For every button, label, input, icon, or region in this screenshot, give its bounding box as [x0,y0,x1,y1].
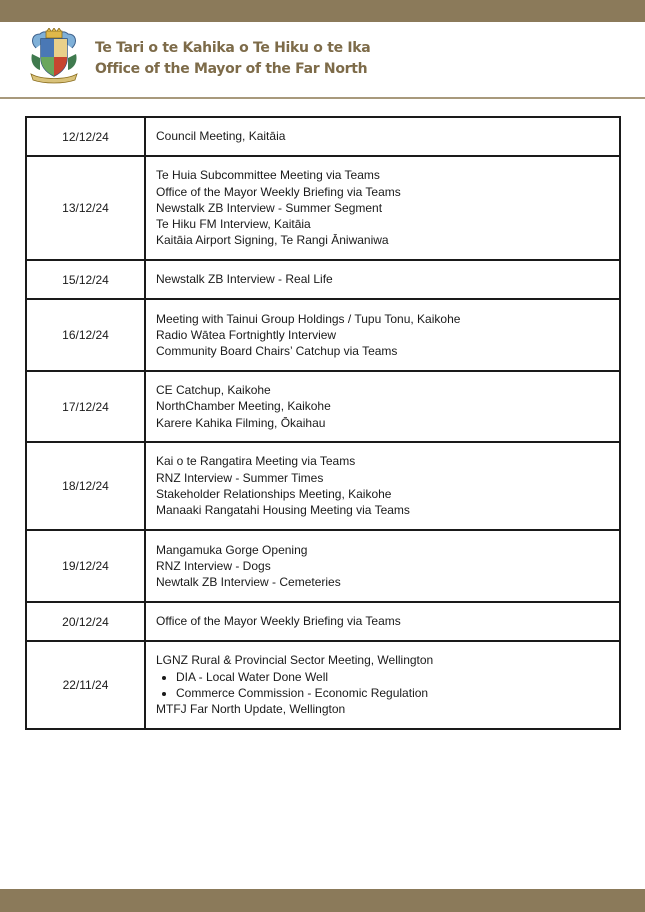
event-item: Radio Wātea Fortnightly Interview [156,327,337,342]
event-item: Office of the Mayor Weekly Briefing via Teams [156,184,401,199]
sub-event-list [156,669,609,702]
date-cell: 22/11/24 [26,641,145,729]
office-title-english: Office of the Mayor of the Far North [95,61,368,77]
table-row [26,260,620,299]
table-row [26,299,620,371]
event-item: Newstalk ZB Interview - Summer Segment [156,200,383,215]
table-row [26,641,620,729]
events-cell [145,442,620,530]
table-row [26,602,620,641]
bottom-color-band [0,889,645,912]
event-item: Newstalk ZB Interview - Real Life [156,272,333,287]
table-row [26,117,620,156]
table-row [26,156,620,260]
event-item: Meeting with Tainui Group Holdings / Tupu Tonu, Kaikohe [156,311,461,326]
date-cell: 20/12/24 [26,602,145,641]
event-item: Te Huia Subcommittee Meeting via Teams [156,168,380,183]
event-item: Council Meeting, Kaitāia [156,129,286,144]
event-item: Manaaki Rangatahi Housing Meeting via Teams [156,503,410,518]
events-cell [145,156,620,260]
event-item: Kai o te Rangatira Meeting via Teams [156,454,356,469]
events-cell [145,260,620,299]
events-cell [145,117,620,156]
event-item: Mangamuka Gorge Opening [156,542,308,557]
events-cell [145,641,620,729]
date-cell: 16/12/24 [26,299,145,371]
event-item: RNZ Interview - Summer Times [156,470,324,485]
events-cell [145,371,620,442]
mayor-schedule-table [25,116,621,730]
event-item: LGNZ Rural & Provincial Sector Meeting, Wellington [156,653,434,668]
event-item: Kaitāia Airport Signing, Te Rangi Āniwaniwa [156,233,389,248]
event-item: Newtalk ZB Interview - Cemeteries [156,575,341,590]
office-title-maori: Te Tari o te Kahika o Te Hiku o te Ika [95,40,371,56]
sub-event-item: • DIA - Local Water Done Well [176,669,609,685]
page-header [0,22,645,98]
date-cell: 19/12/24 [26,530,145,602]
date-cell: 13/12/24 [26,156,145,260]
table-row [26,530,620,602]
header-divider [0,97,645,99]
events-cell [145,299,620,371]
date-cell: 15/12/24 [26,260,145,299]
date-cell: 17/12/24 [26,371,145,442]
event-item: Te Hiku FM Interview, Kaitāia [156,217,311,232]
event-item: Community Board Chairs’ Catchup via Teams [156,344,398,359]
event-item: Office of the Mayor Weekly Briefing via Teams [156,614,401,629]
event-item: CE Catchup, Kaikohe [156,383,271,398]
event-item: NorthChamber Meeting, Kaikohe [156,399,331,414]
sub-event-item: • Commerce Commission - Economic Regulation [176,685,609,701]
date-cell: 18/12/24 [26,442,145,530]
top-color-band [0,0,645,22]
event-item: Karere Kahika Filming, Ōkaihau [156,415,326,430]
event-item: RNZ Interview - Dogs [156,558,271,573]
event-item: MTFJ Far North Update, Wellington [156,702,346,717]
table-row [26,371,620,442]
events-cell [145,602,620,641]
date-cell: 12/12/24 [26,117,145,156]
events-cell [145,530,620,602]
table-row [26,442,620,530]
council-crest-icon [28,28,80,84]
event-item: Stakeholder Relationships Meeting, Kaikohe [156,487,392,501]
